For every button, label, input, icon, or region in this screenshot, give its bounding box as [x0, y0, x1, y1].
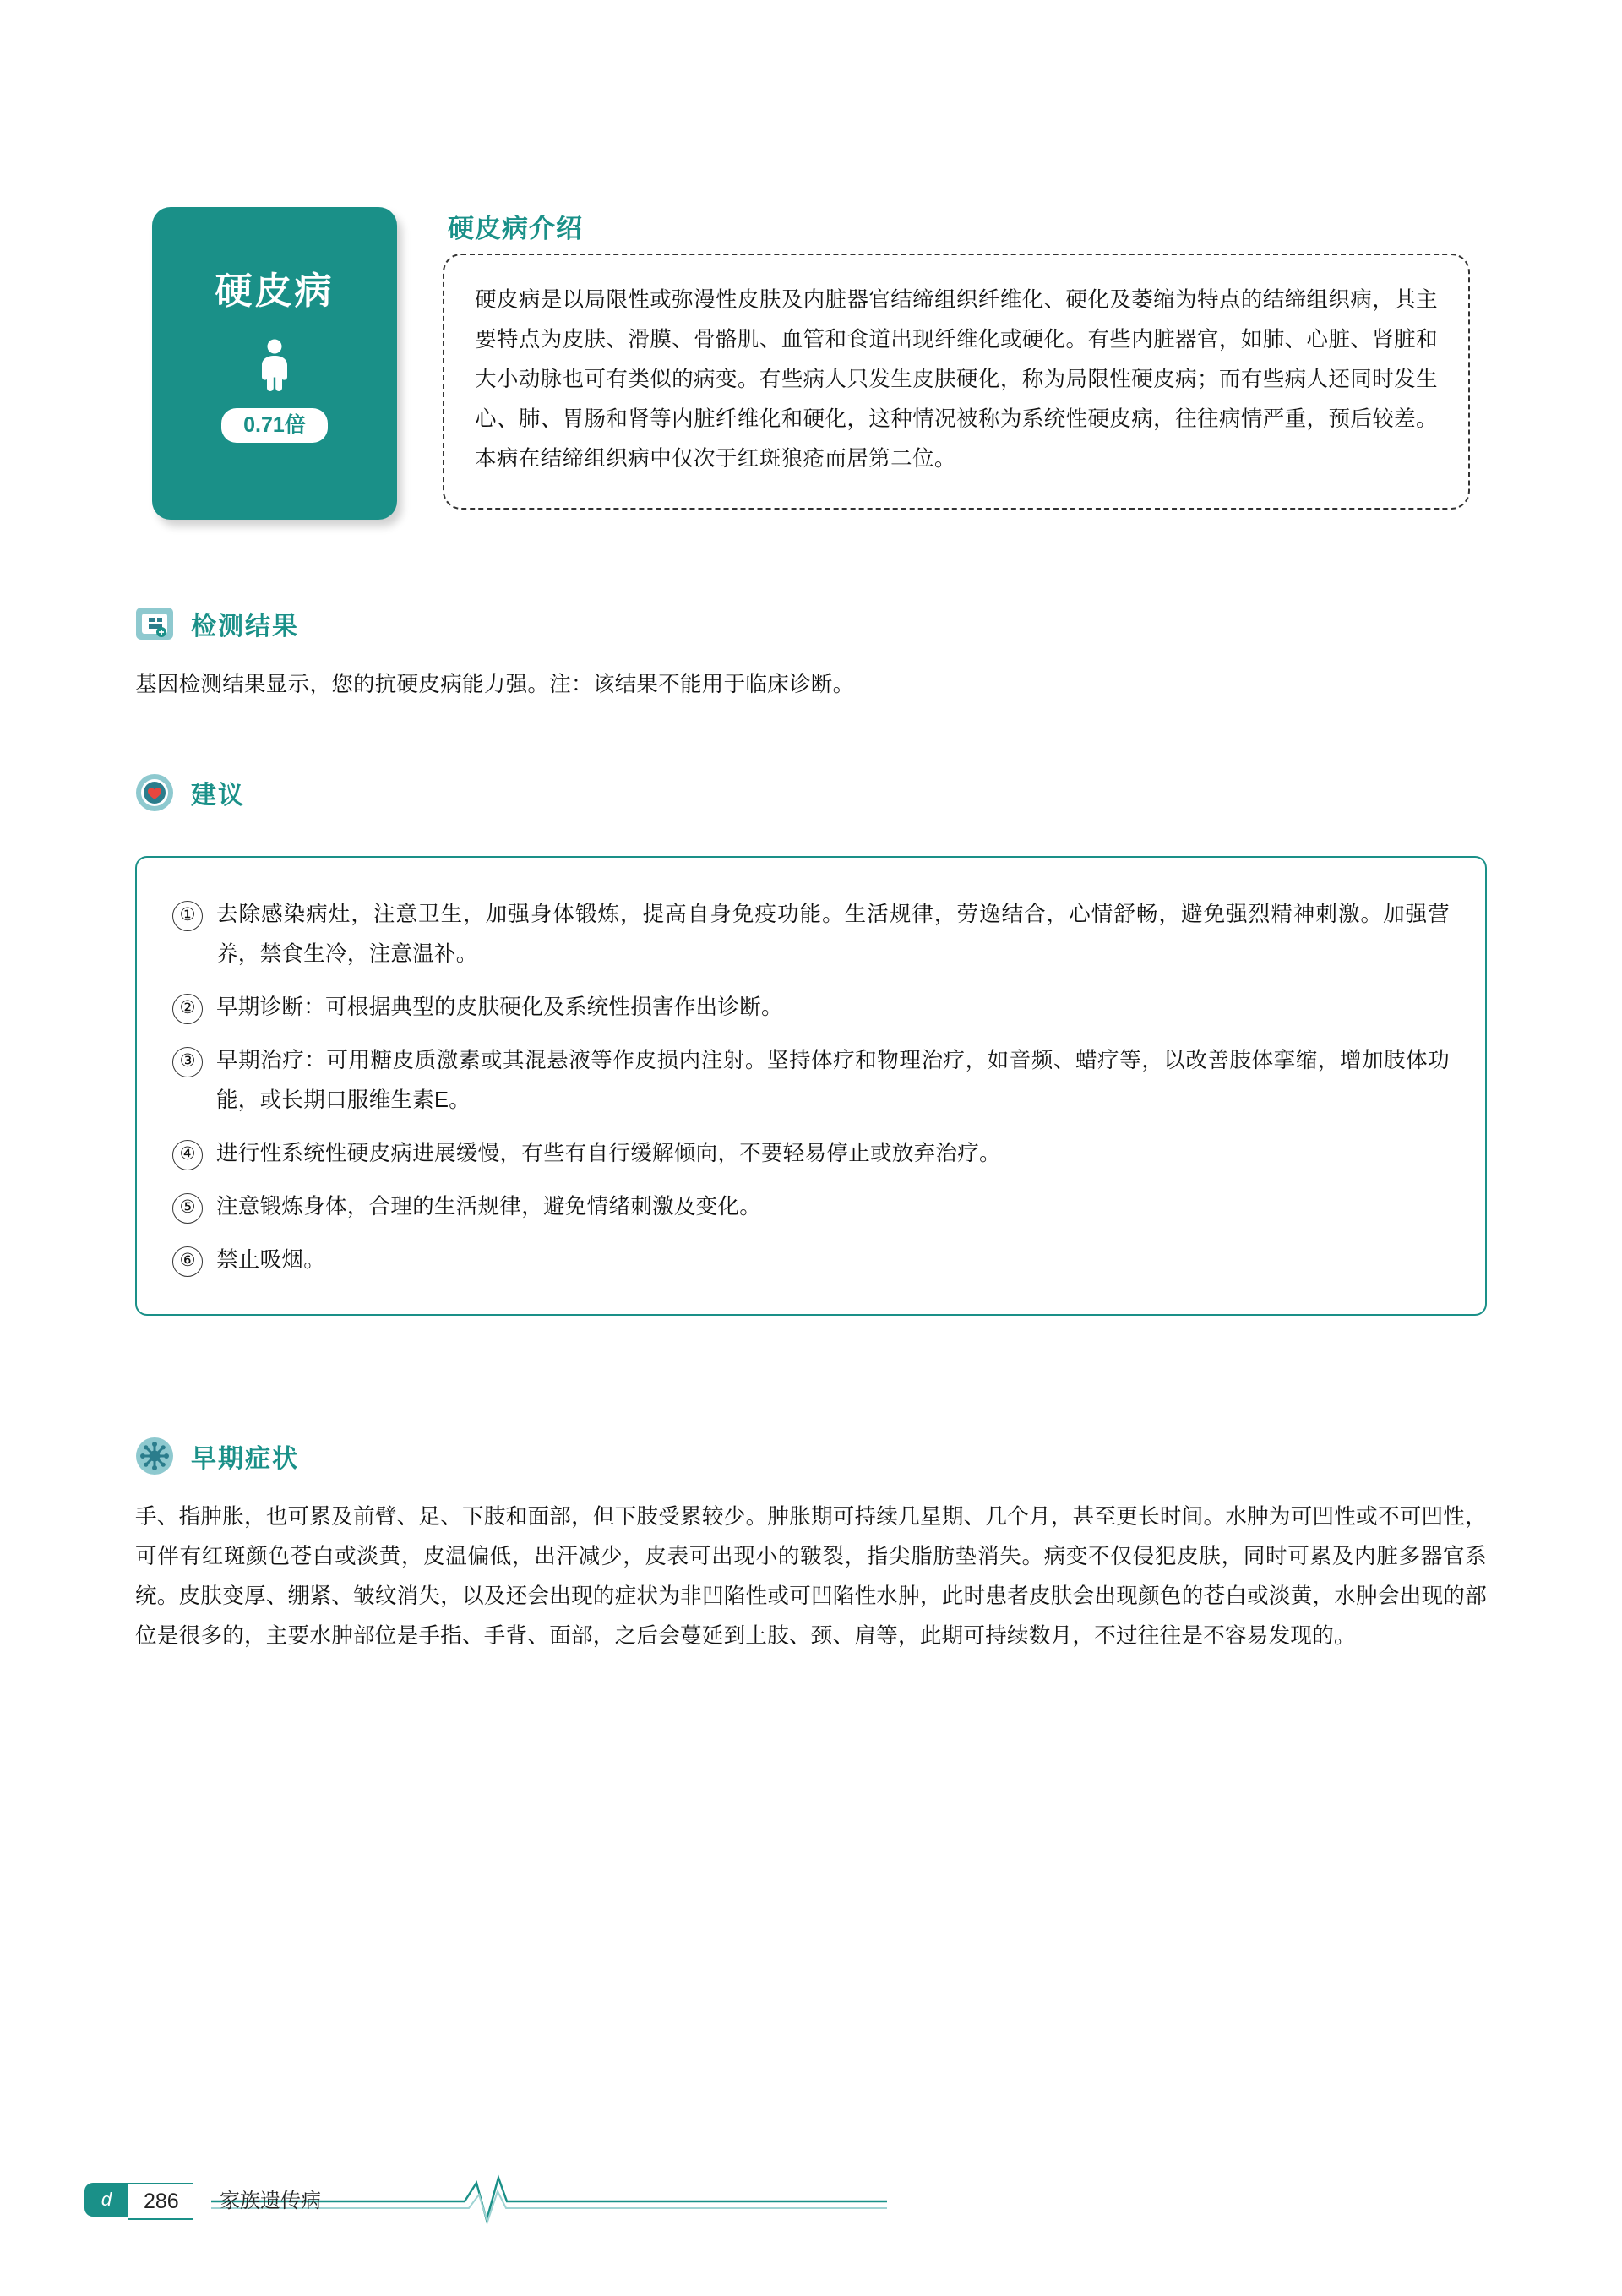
advice-item-text: 注意锻炼身体，合理的生活规律，避免情绪刺激及变化。	[216, 1195, 762, 1219]
section-advice	[135, 773, 1487, 1316]
page-number: 286	[128, 2183, 193, 2220]
advice-box	[135, 856, 1487, 1316]
virus-icon	[135, 1437, 174, 1475]
advice-item	[172, 1134, 1450, 1174]
test-result-heading	[135, 604, 1487, 643]
risk-ratio-badge: 0.71倍	[221, 408, 328, 443]
section-test-result	[135, 604, 1487, 705]
advice-item-number: ④	[172, 1140, 203, 1170]
advice-item	[172, 895, 1450, 974]
footer-badge: d	[84, 2183, 128, 2217]
test-result-text: 基因检测结果显示，您的抗硬皮病能力强。注：该结果不能用于临床诊断。	[135, 673, 855, 696]
advice-heading	[135, 773, 1487, 812]
test-result-title: 检测结果	[191, 613, 299, 641]
advice-item-text: 早期诊断：可根据典型的皮肤硬化及系统性损害作出诊断。	[216, 995, 783, 1019]
advice-item-number: ⑥	[172, 1246, 203, 1277]
advice-item-number: ③	[172, 1047, 203, 1077]
advice-item	[172, 988, 1450, 1028]
advice-item-text: 早期治疗：可用糖皮质激素或其混悬液等作皮损内注射。坚持体疗和物理治疗，如音频、蜡疗等，以改善肢体挛缩，增加肢体功能，或长期口服维生素E。	[216, 1049, 1450, 1112]
section-early-symptoms	[135, 1437, 1487, 1656]
advice-item-number: ⑤	[172, 1193, 203, 1224]
advice-item-text: 进行性系统性硬皮病进展缓慢，有些有自行缓解倾向，不要轻易停止或放弃治疗。	[216, 1142, 1001, 1165]
disease-header	[152, 207, 1470, 520]
heart-advice-icon	[135, 773, 174, 812]
advice-item-number: ②	[172, 994, 203, 1024]
intro-text: 硬皮病是以局限性或弥漫性皮肤及内脏器官结缔组织纤维化、硬化及萎缩为特点的结缔组织病，其主要特点为皮肤、滑膜、骨骼肌、血管和食道出现纤维化或硬化。有些内脏器官，如肺、心脏、肾脏和大小动脉也可有类似的病变。有些病人只发生皮肤硬化，称为局限性硬皮病；而有些病人还同时发生心、肺、胃肠和肾等内脏纤维化和硬化，这种情况被称为系统性硬皮病，往往病情严重，预后较差。本病在结缔组织病中仅次于红斑狼疮而居第二位。	[475, 288, 1438, 471]
advice-item	[172, 1241, 1450, 1280]
test-result-icon	[135, 604, 174, 643]
advice-item-text: 去除感染病灶，注意卫生，加强身体锻炼，提高自身免疫功能。生活规律，劳逸结合，心情舒畅，避免强烈精神刺激。加强营养，禁食生冷，注意温补。	[216, 903, 1450, 966]
disease-name: 硬皮病	[215, 270, 335, 312]
early-symptoms-title: 早期症状	[191, 1445, 299, 1473]
advice-title: 建议	[191, 782, 245, 810]
disease-card	[152, 207, 397, 520]
footer-section-label: 家族遗传病	[220, 2190, 321, 2212]
advice-item	[172, 1041, 1450, 1121]
page-footer	[84, 2171, 1538, 2230]
advice-item-number: ①	[172, 901, 203, 931]
intro-box	[443, 254, 1470, 510]
person-icon	[255, 339, 294, 391]
early-symptoms-heading	[135, 1437, 1487, 1475]
intro-title: 硬皮病介绍	[448, 214, 583, 243]
early-symptoms-text: 手、指肿胀，也可累及前臂、足、下肢和面部，但下肢受累较少。肿胀期可持续几星期、几个月，甚至更长时间。水肿为可凹性或不可凹性，可伴有红斑颜色苍白或淡黄，皮温偏低，出汗减少，皮表可出现小的皲裂，指尖脂肪垫消失。病变不仅侵犯皮肤，同时可累及内脏多器官系统。皮肤变厚、绷紧、皱纹消失，以及还会出现的症状为非凹陷性或可凹陷性水肿，此时患者皮肤会出现颜色的苍白或淡黄，水肿会出现的部位是很多的，主要水肿部位是手指、手背、面部，之后会蔓延到上肢、颈、肩等，此期可持续数月，不过往往是不容易发现的。	[135, 1505, 1487, 1648]
advice-item	[172, 1187, 1450, 1227]
intro-block	[443, 207, 1470, 510]
advice-item-text: 禁止吸烟。	[216, 1248, 326, 1272]
